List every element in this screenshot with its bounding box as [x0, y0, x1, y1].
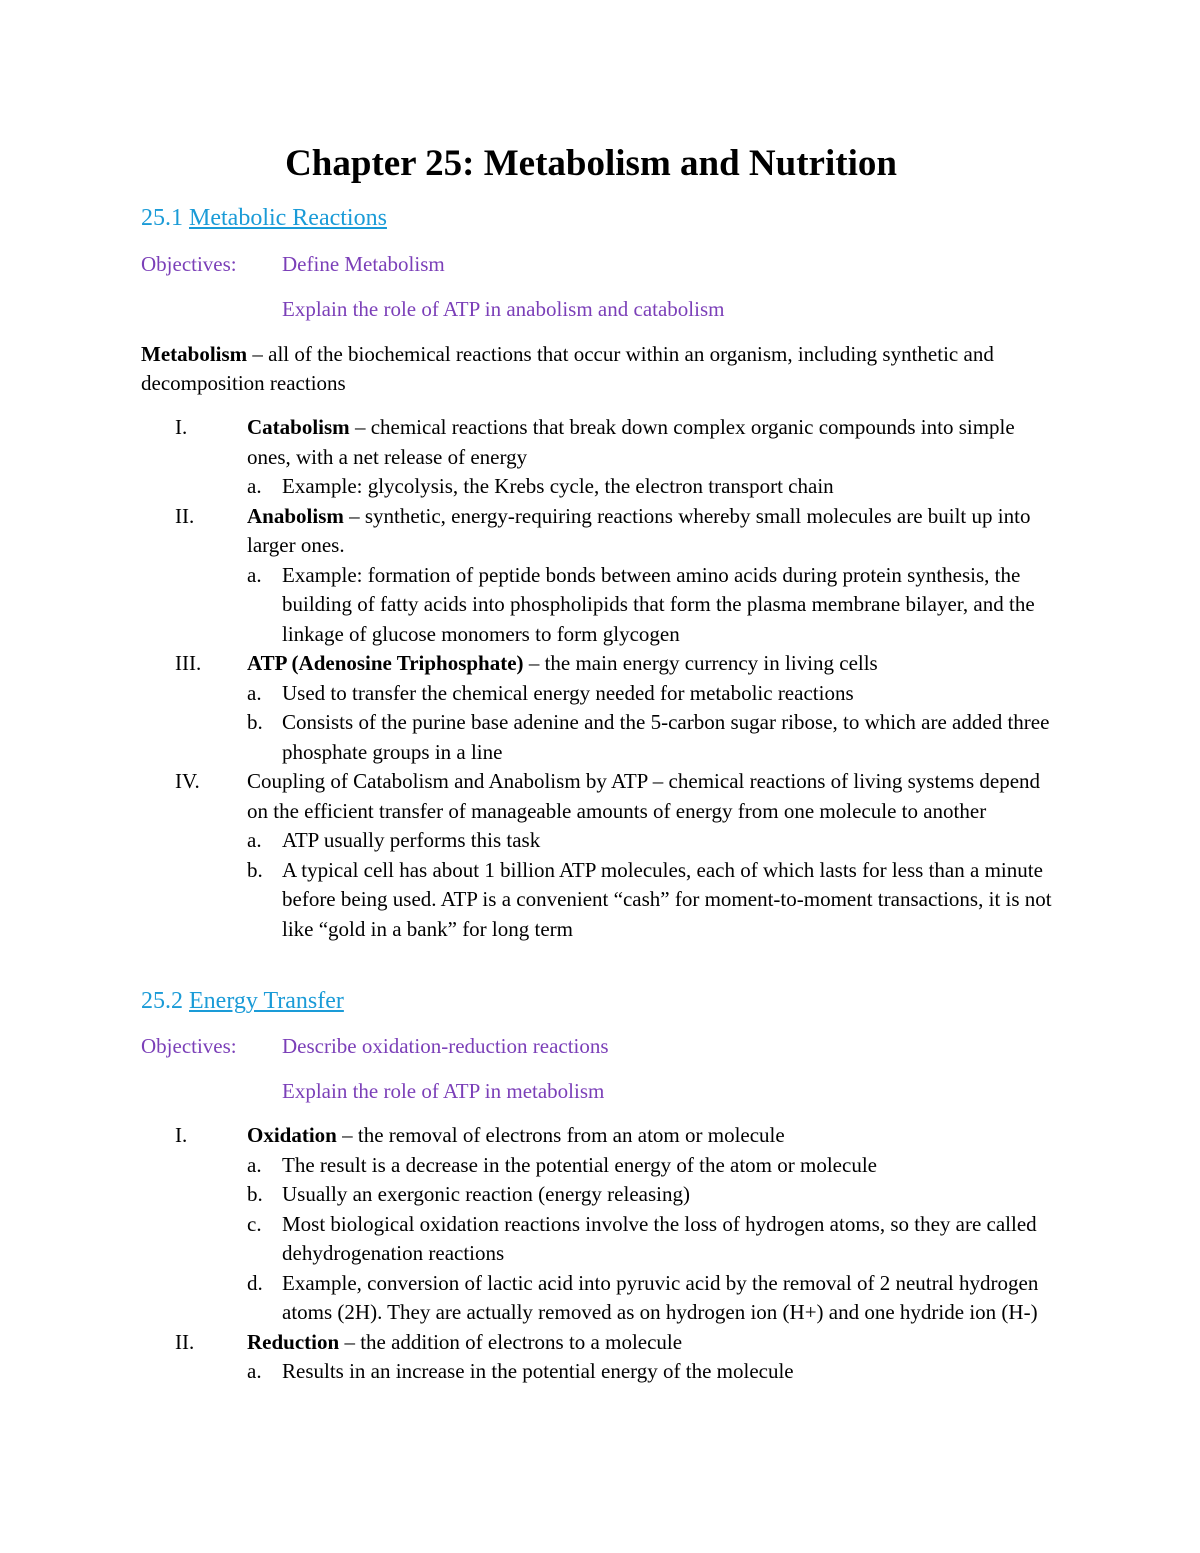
objective-item: Define Metabolism	[282, 252, 445, 276]
sub-item	[141, 472, 1061, 502]
item-text: – the addition of electrons to a molecule	[339, 1329, 683, 1354]
objectives-block	[141, 249, 1041, 339]
sub-text: Example: glycolysis, the Krebs cycle, the electron transport chain	[282, 474, 834, 498]
outline-item	[141, 413, 1061, 472]
sub-text: ATP usually performs this task	[282, 828, 541, 852]
item-number: I.	[175, 415, 188, 439]
term: Reduction	[247, 1329, 340, 1354]
sub-text: Used to transfer the chemical energy needed for metabolic reactions	[282, 680, 854, 705]
section-heading	[141, 202, 387, 234]
sub-text: Usually an exergonic reaction (energy releasing)	[282, 1182, 690, 1206]
term: Oxidation	[247, 1123, 337, 1147]
definition-paragraph	[141, 340, 1061, 398]
sub-item	[141, 679, 1061, 709]
sub-item	[141, 561, 1061, 650]
item-number: II.	[175, 503, 195, 528]
term: Anabolism	[247, 503, 344, 528]
sub-item	[141, 826, 1061, 856]
sub-letter: b.	[247, 710, 263, 734]
sub-letter: a.	[247, 680, 262, 705]
term: Catabolism	[247, 415, 350, 439]
outline-item	[141, 649, 1061, 679]
sub-letter: d.	[247, 1270, 263, 1295]
sub-letter: a.	[247, 1152, 262, 1177]
outline-item	[141, 1328, 1061, 1358]
outline-item	[141, 502, 1061, 561]
section-number: 25.1	[141, 205, 183, 231]
outline-item	[141, 1121, 1061, 1151]
definition-text: – all of the biochemical reactions that occur within an organism, including synthetic and decomposition reactions	[141, 342, 994, 395]
objectives-block	[141, 1031, 1041, 1121]
sub-letter: a.	[247, 562, 262, 587]
sub-item	[141, 1357, 1061, 1387]
sub-text: The result is a decrease in the potential energy of the atom or molecule	[282, 1152, 877, 1177]
sub-letter: c.	[247, 1211, 262, 1236]
sub-text: Example: formation of peptide bonds between amino acids during protein synthesis, the building of fatty acids into phospholipids that form the plasma membrane bilayer, and the linkage of glucose monomers to form glycogen	[282, 562, 1035, 646]
item-number: IV.	[175, 769, 200, 793]
sub-letter: a.	[247, 828, 262, 852]
section-title-link[interactable]: Metabolic Reactions	[189, 205, 387, 231]
item-number: I.	[175, 1123, 188, 1147]
chapter-title: Chapter 25: Metabolism and Nutrition	[285, 143, 897, 184]
section-title-link[interactable]: Energy Transfer	[189, 988, 344, 1014]
item-number: III.	[175, 651, 202, 675]
section-heading	[141, 985, 344, 1017]
objectives-label: Objectives:	[141, 252, 237, 276]
objective-item: Explain the role of ATP in anabolism and catabolism	[282, 297, 725, 321]
sub-text: Most biological oxidation reactions involve the loss of hydrogen atoms, so they are called dehydrogenation reactions	[282, 1211, 1037, 1265]
item-text: – the removal of electrons from an atom or molecule	[336, 1123, 785, 1147]
outline-item	[141, 767, 1061, 826]
sub-item	[141, 708, 1061, 767]
item-text: – synthetic, energy-requiring reactions whereby small molecules are built up into larger ones.	[247, 503, 1031, 557]
sub-text: Example, conversion of lactic acid into pyruvic acid by the removal of 2 neutral hydrogen atoms (2H). They are actually removed as on hydrogen ion (H+) and one hydride ion (H-)	[282, 1270, 1039, 1324]
item-text: Coupling of Catabolism and Anabolism by ATP – chemical reactions of living systems depend on the efficient transfer of manageable amounts of energy from one molecule to another	[247, 769, 1041, 823]
objective-item: Explain the role of ATP in metabolism	[282, 1079, 605, 1103]
section-number: 25.2	[141, 988, 183, 1014]
item-text: – the main energy currency in living cells	[523, 651, 878, 675]
sub-item	[141, 1180, 1061, 1210]
sub-item	[141, 1269, 1061, 1328]
objectives-label: Objectives:	[141, 1034, 237, 1058]
sub-letter: b.	[247, 1182, 263, 1206]
term: ATP (Adenosine Triphosphate)	[247, 651, 524, 675]
sub-item	[141, 1151, 1061, 1181]
outline-list	[141, 413, 1061, 944]
sub-letter: a.	[247, 474, 262, 498]
item-text: – chemical reactions that break down complex organic compounds into simple ones, with a net release of energy	[247, 415, 1015, 469]
item-number: II.	[175, 1329, 195, 1354]
sub-letter: a.	[247, 1359, 262, 1383]
sub-item	[141, 856, 1061, 945]
sub-text: Consists of the purine base adenine and the 5-carbon sugar ribose, to which are added three phosphate groups in a line	[282, 710, 1050, 764]
sub-item	[141, 1210, 1061, 1269]
outline-list	[141, 1121, 1061, 1387]
term: Metabolism	[141, 342, 248, 366]
objective-item: Describe oxidation-reduction reactions	[282, 1034, 609, 1058]
sub-text: A typical cell has about 1 billion ATP molecules, each of which lasts for less than a minute before being used. ATP is a convenient “cash” for moment-to-moment transactions, it is not like “gold in a bank” for long term	[282, 857, 1052, 941]
sub-letter: b.	[247, 857, 263, 882]
sub-text: Results in an increase in the potential energy of the molecule	[282, 1359, 794, 1383]
